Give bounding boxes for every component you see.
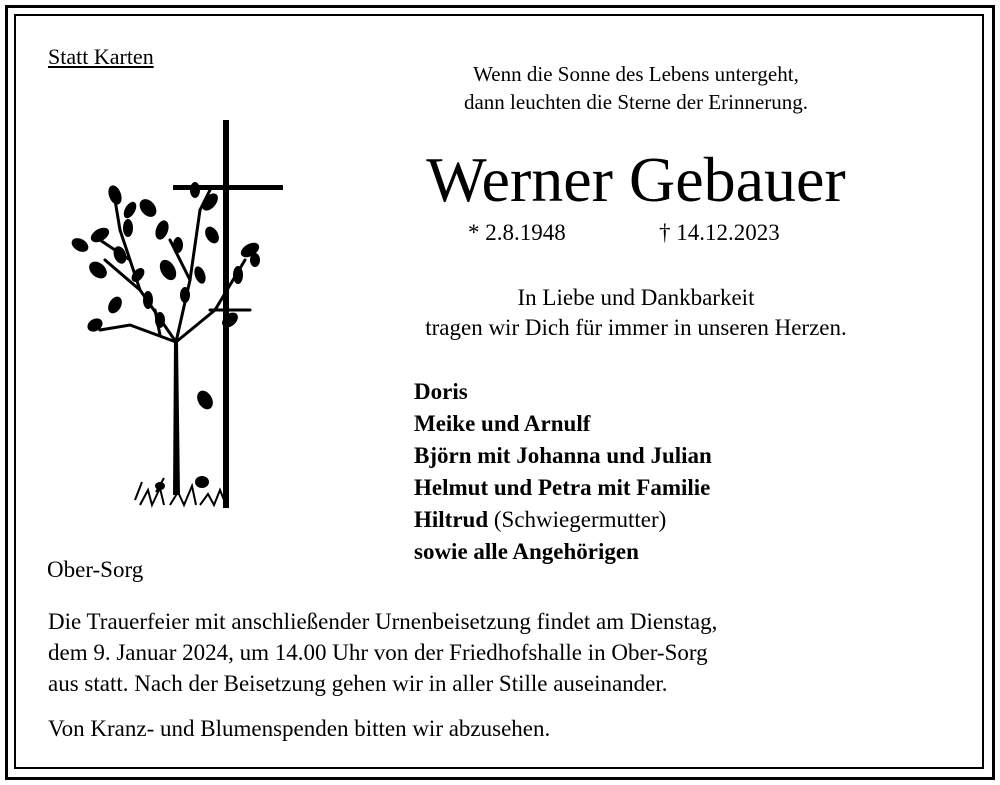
mourner	[414, 504, 712, 536]
mourner: Helmut und Petra mit Familie	[414, 475, 711, 500]
mourner: Meike und Arnulf	[414, 411, 591, 436]
mourner: Doris	[414, 379, 468, 404]
statt-karten-label: Statt Karten	[48, 44, 154, 69]
mourner-hiltrud: Hiltrud	[414, 507, 489, 532]
dedication-line-1: In Liebe und Dankbarkeit	[517, 285, 755, 310]
place-name: Ober-Sorg	[47, 557, 144, 582]
service-line-2: dem 9. Januar 2024, um 14.00 Uhr von der Friedhofshalle in Ober-Sorg	[48, 640, 708, 665]
service-line-1: Die Trauerfeier mit anschließender Urnenbeisetzung findet am Dienstag,	[48, 609, 718, 634]
flowers-note: Von Kranz- und Blumenspenden bitten wir abzusehen.	[48, 716, 551, 741]
death-date: † 14.12.2023	[659, 220, 780, 245]
service-info	[48, 606, 717, 699]
mourners-list	[414, 376, 712, 568]
dedication-line-2: tragen wir Dich für immer in unseren Herzen.	[425, 315, 847, 340]
motto-line-1: Wenn die Sonne des Lebens untergeht,	[473, 62, 799, 86]
birth-date: * 2.8.1948	[468, 220, 566, 245]
dedication	[366, 283, 906, 343]
service-line-3: aus statt. Nach der Beisetzung gehen wir in aller Stille auseinander.	[48, 671, 668, 696]
motto	[386, 60, 886, 116]
tree-and-cross-icon	[60, 110, 300, 520]
mourner: sowie alle Angehörigen	[414, 539, 639, 564]
mourner: Björn mit Johanna und Julian	[414, 443, 712, 468]
deceased-name: Werner Gebauer	[426, 144, 846, 215]
mourner-hiltrud-note: (Schwiegermutter)	[493, 507, 667, 532]
motto-line-2: dann leuchten die Sterne der Erinnerung.	[463, 90, 809, 114]
